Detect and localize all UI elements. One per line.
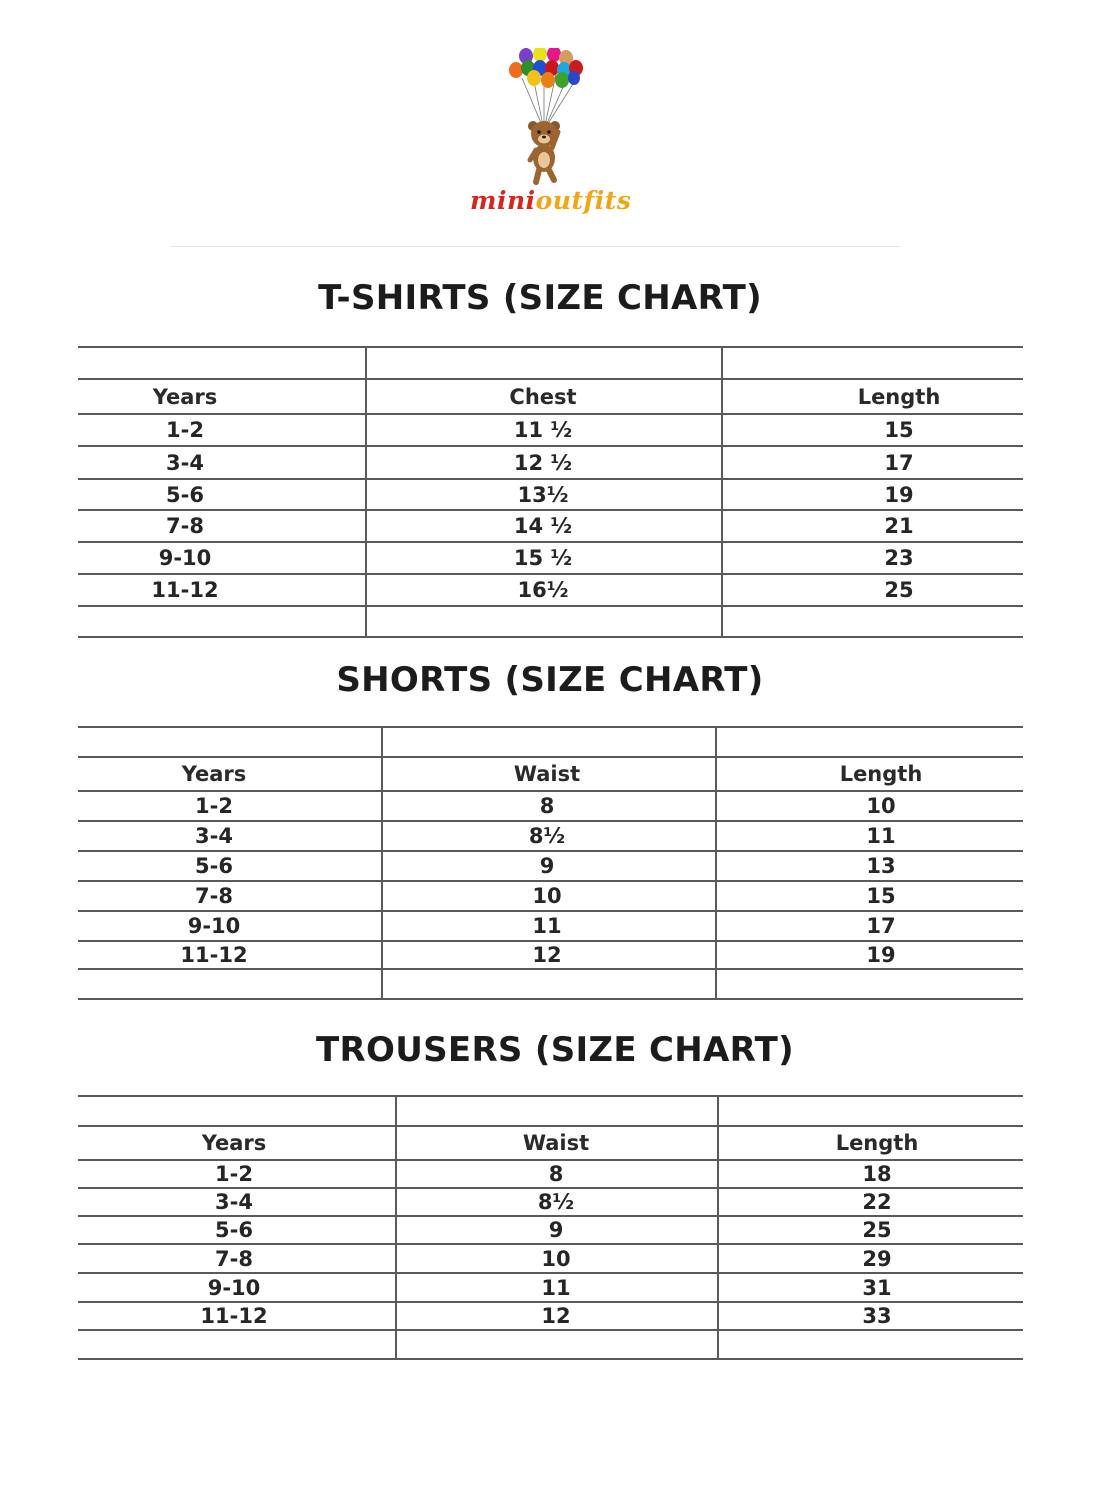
tshirts-cell: 7-8 <box>166 514 204 538</box>
shorts-cell: 11 <box>866 824 896 848</box>
table-rule <box>78 605 1023 607</box>
tshirts-cell: 5-6 <box>166 483 204 507</box>
trousers-chart-title: TROUSERS (SIZE CHART) <box>316 1030 794 1070</box>
shorts-cell: 10 <box>866 794 896 818</box>
tshirts-cell: 11 ½ <box>513 418 573 442</box>
table-rule <box>78 850 1023 852</box>
trousers-cell: 18 <box>862 1162 892 1186</box>
trousers-cell: 31 <box>862 1276 892 1300</box>
shorts-cell: 15 <box>866 884 896 908</box>
trousers-cell: 8½ <box>537 1190 575 1214</box>
trousers-cell: 9-10 <box>207 1276 261 1300</box>
tshirts-header-length: Length <box>857 385 941 409</box>
shorts-cell: 11 <box>532 914 562 938</box>
tshirts-header-years: Years <box>152 385 218 409</box>
tshirts-cell: 15 ½ <box>513 546 573 570</box>
tshirts-cell: 23 <box>884 546 914 570</box>
brand-name-part1: mini <box>470 186 536 215</box>
brand-name-part2: outfits <box>535 186 632 215</box>
trousers-cell: 10 <box>541 1247 571 1271</box>
trousers-cell: 29 <box>862 1247 892 1271</box>
shorts-cell: 1-2 <box>195 794 233 818</box>
table-rule <box>78 1243 1023 1245</box>
table-rule <box>78 790 1023 792</box>
table-rule <box>78 1329 1023 1331</box>
bear-balloons-icon <box>500 48 600 188</box>
trousers-cell: 3-4 <box>215 1190 253 1214</box>
column-divider <box>715 726 717 998</box>
trousers-size-table <box>78 1095 1023 1358</box>
shorts-header-waist: Waist <box>513 762 581 786</box>
tshirts-cell: 13½ <box>517 483 569 507</box>
column-divider <box>717 1095 719 1358</box>
shorts-cell: 13 <box>866 854 896 878</box>
table-rule <box>78 509 1023 511</box>
trousers-header-length: Length <box>835 1131 919 1155</box>
column-divider <box>721 346 723 636</box>
tshirts-cell: 11-12 <box>151 578 219 602</box>
shorts-cell: 10 <box>532 884 562 908</box>
trousers-cell: 11-12 <box>200 1304 268 1328</box>
table-rule <box>78 756 1023 758</box>
tshirts-header-chest: Chest <box>509 385 577 409</box>
shorts-cell: 17 <box>866 914 896 938</box>
column-divider <box>365 346 367 636</box>
tshirts-cell: 17 <box>884 451 914 475</box>
trousers-cell: 8 <box>548 1162 564 1186</box>
tshirts-cell: 16½ <box>517 578 569 602</box>
table-rule <box>78 346 1023 348</box>
shorts-cell: 12 <box>532 943 562 967</box>
tshirts-cell: 1-2 <box>166 418 204 442</box>
trousers-cell: 1-2 <box>215 1162 253 1186</box>
column-divider <box>381 726 383 998</box>
trousers-header-years: Years <box>201 1131 267 1155</box>
shorts-header-length: Length <box>839 762 923 786</box>
tshirts-cell: 21 <box>884 514 914 538</box>
tshirts-cell: 15 <box>884 418 914 442</box>
table-rule <box>78 445 1023 447</box>
brand-logo <box>470 48 630 223</box>
column-divider <box>395 1095 397 1358</box>
shorts-cell: 8 <box>539 794 555 818</box>
table-rule <box>78 636 1023 638</box>
table-rule <box>78 968 1023 970</box>
shorts-cell: 8½ <box>528 824 566 848</box>
trousers-cell: 25 <box>862 1218 892 1242</box>
shorts-cell: 7-8 <box>195 884 233 908</box>
trousers-cell: 22 <box>862 1190 892 1214</box>
table-rule <box>78 880 1023 882</box>
shorts-chart-title: SHORTS (SIZE CHART) <box>336 660 764 700</box>
trousers-cell: 33 <box>862 1304 892 1328</box>
table-rule <box>78 1272 1023 1274</box>
brand-name <box>470 186 630 215</box>
tshirts-size-table <box>78 346 1023 636</box>
shorts-cell: 19 <box>866 943 896 967</box>
shorts-cell: 11-12 <box>180 943 248 967</box>
trousers-cell: 12 <box>541 1304 571 1328</box>
table-rule <box>78 378 1023 380</box>
shorts-size-table <box>78 726 1023 998</box>
trousers-cell: 11 <box>541 1276 571 1300</box>
table-rule <box>78 1358 1023 1360</box>
tshirts-chart-title: T-SHIRTS (SIZE CHART) <box>318 278 762 318</box>
tshirts-cell: 3-4 <box>166 451 204 475</box>
table-rule <box>78 413 1023 415</box>
table-rule <box>78 910 1023 912</box>
tshirts-cell: 12 ½ <box>513 451 573 475</box>
table-rule <box>78 478 1023 480</box>
trousers-cell: 9 <box>548 1218 564 1242</box>
table-rule <box>78 1095 1023 1097</box>
table-rule <box>78 726 1023 728</box>
shorts-cell: 5-6 <box>195 854 233 878</box>
trousers-cell: 7-8 <box>215 1247 253 1271</box>
tshirts-cell: 9-10 <box>158 546 212 570</box>
shorts-cell: 3-4 <box>195 824 233 848</box>
shorts-cell: 9-10 <box>187 914 241 938</box>
table-rule <box>78 1125 1023 1127</box>
tshirts-cell: 14 ½ <box>513 514 573 538</box>
table-rule <box>78 820 1023 822</box>
table-rule <box>78 573 1023 575</box>
trousers-cell: 5-6 <box>215 1218 253 1242</box>
table-rule <box>78 541 1023 543</box>
tshirts-cell: 25 <box>884 578 914 602</box>
tshirts-cell: 19 <box>884 483 914 507</box>
shorts-cell: 9 <box>539 854 555 878</box>
shorts-header-years: Years <box>181 762 247 786</box>
table-rule <box>78 998 1023 1000</box>
header-divider <box>170 246 900 247</box>
trousers-header-waist: Waist <box>522 1131 590 1155</box>
